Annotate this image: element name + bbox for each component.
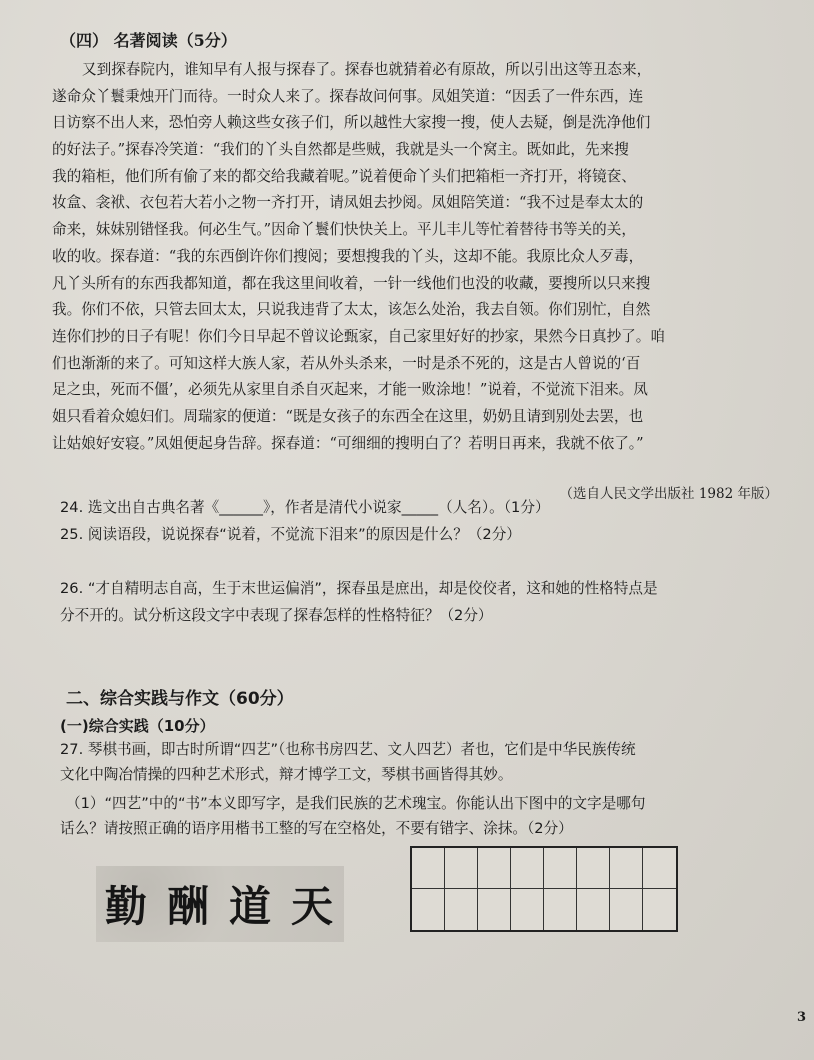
calligraphy-char: 天	[290, 882, 335, 931]
passage-line: 我。你们不依，只管去回太太，只说我违背了太太，该怎么处治，我去自领。你们别忙，自然	[52, 301, 651, 319]
question-27-1-line-2: 话么？请按照正确的语序用楷书工整的写在空格处，不要有错字、涂抹。（2分）	[60, 820, 573, 837]
question-26-line-1: 26. “才自精明志自高，生于末世运偏消”，探春虽是庶出，却是佼佼者，这和她的性格特点是	[60, 580, 658, 597]
question-27-line-2: 文化中陶冶情操的四种艺术形式，辩才博学工文，琴棋书画皆得其妙。	[60, 766, 513, 783]
section-heading: （四） 名著阅读（5分）	[60, 31, 237, 50]
passage-line: 命来，妹妹别错怪我。何必生气。”因命丫鬟们快快关上。平儿丰儿等忙着替待书等关的关，	[52, 221, 636, 239]
calligraphy-image	[96, 866, 344, 942]
question-26	[60, 576, 658, 628]
passage-line: 收的收。探春道：“我的东西倒许你们搜阅；要想搜我的丫头，这却不能。我原比众人歹毒，	[52, 247, 644, 265]
answer-grid-cell[interactable]	[577, 848, 610, 889]
answer-grid-cell[interactable]	[412, 889, 445, 930]
page-number: 3	[796, 1010, 806, 1025]
passage-line: 姐只看着众媳妇们。周瑞家的便道：“既是女孩子的东西全在这里，奶奶且请到别处去罢，也	[52, 407, 644, 425]
question-27-line-1: 27. 琴棋书画，即古时所谓“四艺”（也称书房四艺、文人四艺）者也，它们是中华民族传统	[60, 741, 636, 758]
answer-grid-cell[interactable]	[544, 889, 577, 930]
passage-line: 足之虫，死而不僵’，必须先从家里自杀自灭起来，才能一败涂地！”说着，不觉流下泪来。凤	[52, 381, 648, 399]
calligraphy-char: 道	[228, 882, 273, 931]
question-24	[60, 495, 550, 520]
answer-grid-cell[interactable]	[478, 848, 511, 889]
answer-grid-cell[interactable]	[445, 848, 478, 889]
answer-grid-cell[interactable]	[445, 889, 478, 930]
answer-grid-cell[interactable]	[511, 848, 544, 889]
passage-line: 我的箱柜，他们所有偷了来的都交给我藏着呢。”说着便命丫头们把箱柜一齐打开，将镜奁、	[52, 167, 636, 185]
question-24-text: 24. 选文出自古典名著《______》，作者是清代小说家_____（人名）。（1分）	[60, 499, 550, 516]
answer-grid-cell[interactable]	[610, 889, 643, 930]
passage-line: 的好法子。”探春冷笑道：“我们的丫头自然都是些贼，我就是头一个窝主。既如此，先来搜	[52, 141, 629, 159]
passage-line: 连你们抄的日子有呢！你们今日早起不曾议论甄家，自己家里好好的抄家，果然今日真抄了。咱	[52, 327, 665, 345]
question-25	[60, 522, 521, 547]
calligraphy-char: 勤	[104, 882, 149, 931]
passage-line: 让姑娘好安寝。”凤姐便起身告辞。探春道：“可细细的搜明白了？若明日再来，我就不依了。”	[52, 434, 644, 452]
answer-grid-cell[interactable]	[544, 848, 577, 889]
passage-line: 又到探春院内，谁知早有人报与探春了。探春也就猜着必有原故，所以引出这等丑态来，	[82, 61, 652, 78]
answer-grid-cell[interactable]	[643, 848, 676, 889]
answer-grid-cell[interactable]	[478, 889, 511, 930]
answer-grid-cell[interactable]	[511, 889, 544, 930]
part-two-heading: 二、综合实践与作文（60分）	[66, 689, 294, 709]
calligraphy-char: 酬	[166, 882, 211, 931]
question-27	[60, 737, 646, 841]
passage-line: 日访察不出人来，恐怕旁人赖这些女孩子们，所以越性大家搜一搜，使人去疑，倒是洗净他们	[52, 114, 651, 132]
answer-grid-cell[interactable]	[577, 889, 610, 930]
question-25-text: 25. 阅读语段，说说探春“说着，不觉流下泪来”的原因是什么？（2分）	[60, 526, 521, 543]
passage-line: 妆盒、衾袱、衣包若大若小之物一齐打开，请凤姐去抄阅。凤姐陪笑道：“我不过是奉太太的	[52, 194, 644, 212]
answer-grid-cell[interactable]	[610, 848, 643, 889]
question-26-line-2: 分不开的。试分析这段文字中表现了探春怎样的性格特征？（2分）	[60, 607, 493, 624]
practice-subheading: (一)综合实践（10分）	[60, 717, 215, 735]
answer-grid-cell[interactable]	[643, 889, 676, 930]
passage-line: 凡丫头所有的东西我都知道，都在我这里间收着，一针一线他们也没的收藏，要搜所以只来搜	[52, 274, 651, 292]
question-27-1-line-1: （1）“四艺”中的“书”本义即写字，是我们民族的艺术瑰宝。你能认出下图中的文字是哪句	[66, 795, 646, 812]
passage-line: 遂命众丫鬟秉烛开门而待。一时众人来了。探春故问何事。凤姐笑道：“因丢了一件东西，连	[52, 87, 644, 105]
reading-passage	[52, 57, 792, 457]
answer-grid[interactable]	[410, 846, 678, 932]
answer-grid-cell[interactable]	[412, 848, 445, 889]
passage-line: 们也渐渐的来了。可知这样大族人家，若从外头杀来，一时是杀不死的，这是古人曾说的‘百	[52, 354, 641, 372]
passage-source: （选自人民文学出版社 1982 年版）	[559, 485, 778, 502]
